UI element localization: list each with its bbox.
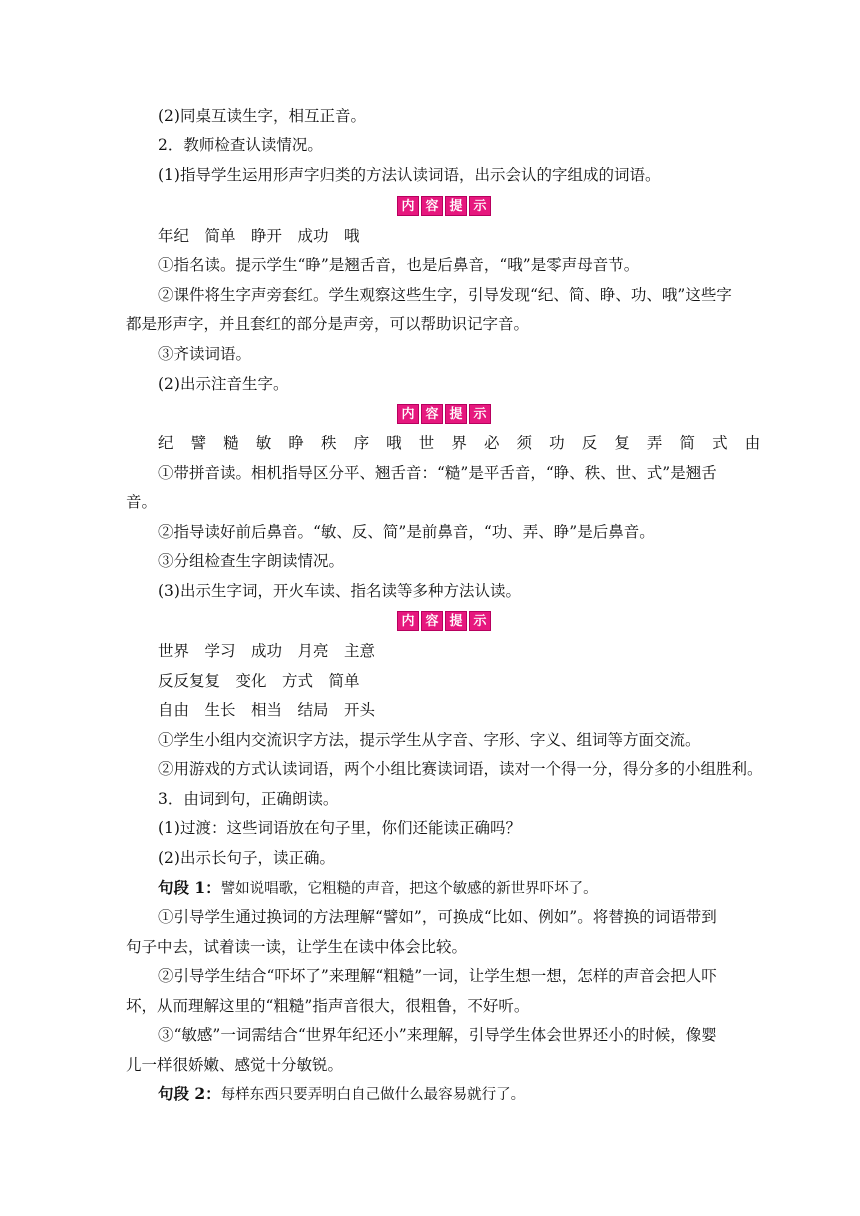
para-line: 坏，从而理解这里的“粗糙”指声音很大，很粗鲁，不好听。 [126,997,530,1015]
para-line: ①学生小组内交流识字方法，提示学生从字音、字形、字义、组词等方面交流。 [158,731,701,749]
word-list: 反反复复 变化 方式 简单 [158,672,360,690]
para-line: ②课件将生字声旁套红。学生观察这些生字，引导发现“纪、简、睁、功、哦”这些字 [158,286,732,304]
para-line: ②引导学生结合“吓坏了”来理解“粗糙”一词，让学生想一想，怎样的声音会把人吓 [158,967,717,985]
para-line: ③分组检查生字朗读情况。 [158,552,345,570]
sentence-1 [158,878,768,899]
para-line: (1)指导学生运用形声字归类的方法认读词语，出示会认的字组成的词语。 [158,166,661,184]
para-line: 3．由词到句，正确朗读。 [158,790,339,808]
para-line: 儿一样很娇嫩、感觉十分敏锐。 [126,1056,344,1074]
content-tip-badge: 内 容 提 示 [396,196,492,216]
para-line: ①带拼音读。相机指导区分平、翘舌音：“糙”是平舌音，“睁、秩、世、式”是翘舌 [158,464,717,482]
sentence-text: 譬如说唱歌，它粗糙的声音，把这个敏感的新世界吓坏了。 [220,881,598,897]
para-line: ②指导读好前后鼻音。“敏、反、简”是前鼻音，“功、弄、睁”是后鼻音。 [158,523,655,541]
sentence-text: 每样东西只要弄明白自己做什么最容易就行了。 [220,1087,526,1103]
para-line: (2)出示长句子，读正确。 [158,849,335,867]
para-line: 音。 [126,493,158,511]
content-tip-badge: 内 容 提 示 [396,611,492,631]
word-list: 自由 生长 相当 结局 开头 [158,701,376,719]
para-line: 都是形声字，并且套红的部分是声旁，可以帮助识记字音。 [126,315,530,333]
para-line: 2．教师检查认读情况。 [158,136,323,154]
para-line: ②用游戏的方式认读词语，两个小组比赛读词语，读对一个得一分，得分多的小组胜利。 [158,760,763,778]
word-list: 年纪 简单 睁开 成功 哦 [158,227,360,245]
sentence-label: 句段 1： [158,878,221,897]
para-line: (1)过渡：这些词语放在句子里，你们还能读正确吗？ [158,819,521,837]
para-line: 句子中去，试着读一读，让学生在读中体会比较。 [126,938,468,956]
sentence-label: 句段 2： [158,1084,221,1103]
content-tip-badge: 内 容 提 示 [396,404,492,424]
para-line: ①指名读。提示学生“睁”是翘舌音，也是后鼻音，“哦”是零声母音节。 [158,256,640,274]
para-line: ①引导学生通过换词的方法理解“譬如”，可换成“比如、例如”。将替换的词语带到 [158,908,717,926]
para-line: (3)出示生字词，开火车读、指名读等多种方法认读。 [158,582,521,600]
para-line: ③“敏感”一词需结合“世界年纪还小”来理解，引导学生体会世界还小的时候，像婴 [158,1026,717,1044]
para-line: (2)同桌互读生字，相互正音。 [158,107,366,125]
sentence-2 [158,1084,768,1105]
character-row: 纪 譬 糙 敏 睁 秩 序 哦 世 界 必 须 功 反 复 弄 简 式 由 [158,434,761,452]
para-line: ③齐读词语。 [158,345,252,363]
word-list: 世界 学习 成功 月亮 主意 [158,642,376,660]
para-line: (2)出示注音生字。 [158,375,289,393]
